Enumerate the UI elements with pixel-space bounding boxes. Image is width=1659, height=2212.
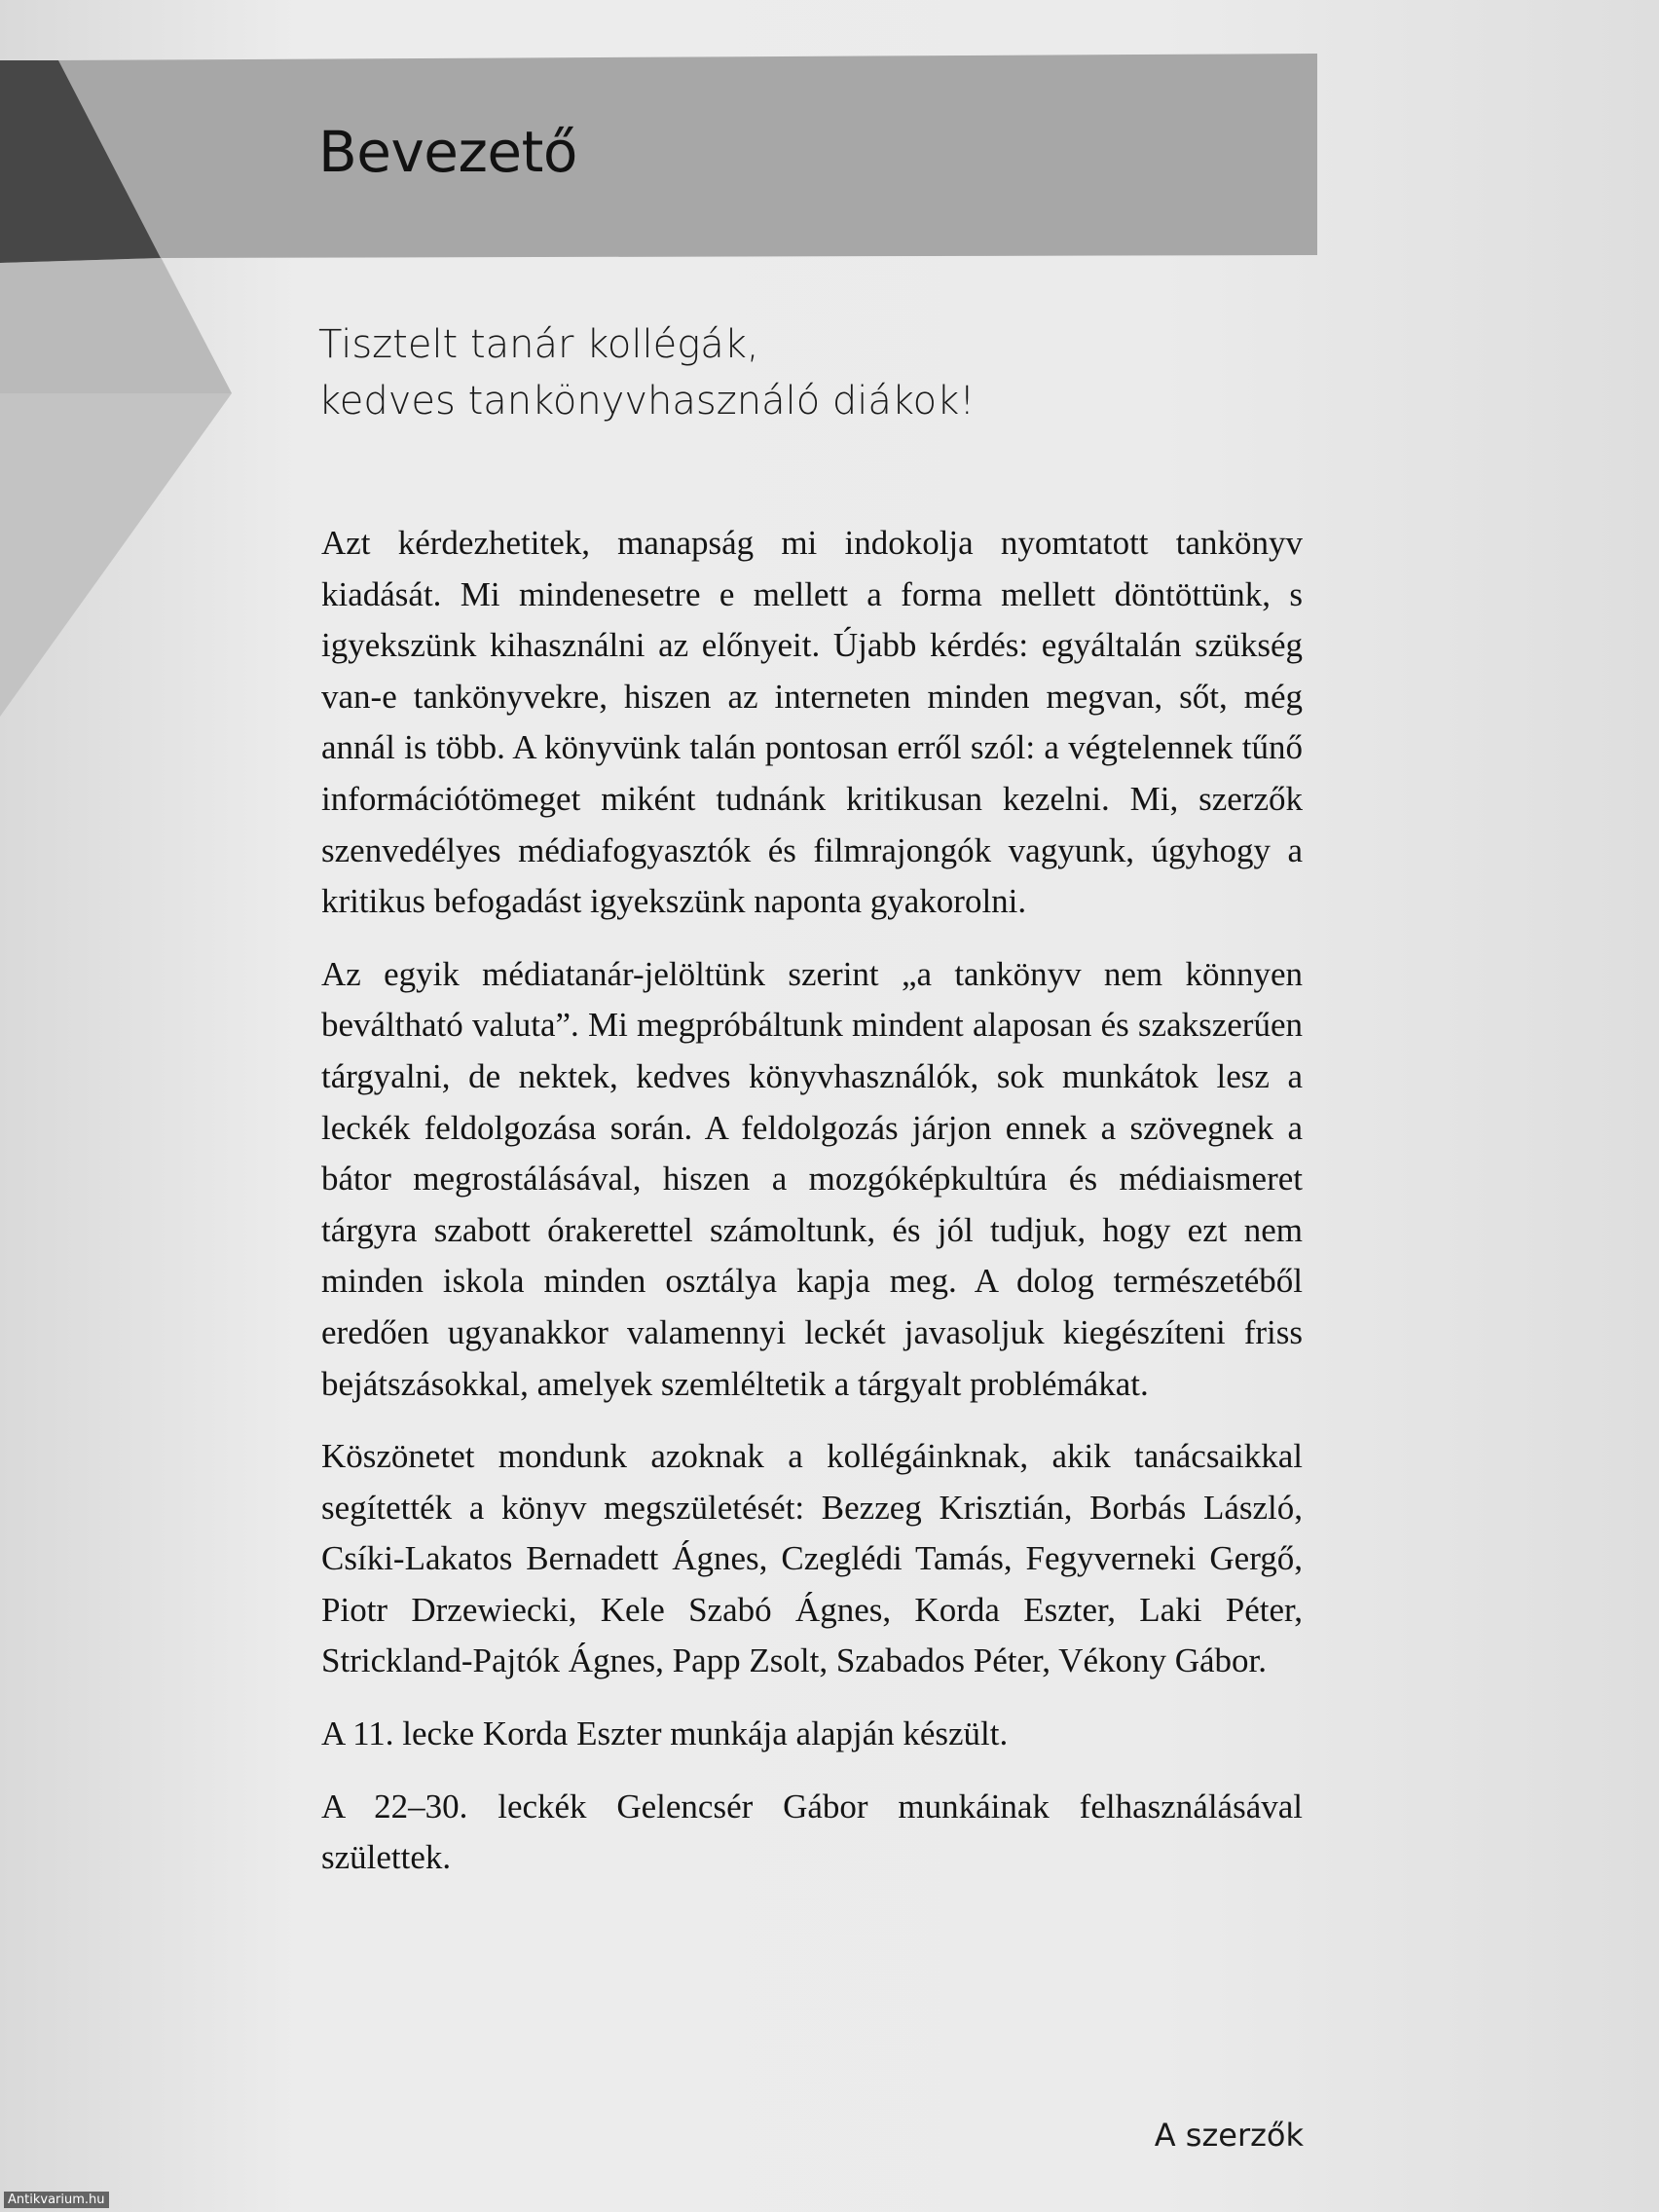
salutation-line: Tisztelt tanár kollégák, xyxy=(318,322,759,367)
header-band xyxy=(58,54,1317,258)
salutation xyxy=(318,316,975,429)
salutation-line: kedves tankönyvhasználó diákok! xyxy=(318,379,976,424)
signature: A szerzők xyxy=(1154,2117,1304,2154)
mid-triangle-shape xyxy=(0,258,232,393)
introduction-body xyxy=(321,518,1303,1905)
paragraph: Az egyik médiatanár-jelöltünk szerint „a tankönyv nem könnyen beváltható valuta”. Mi megpróbáltunk mindent alaposan és szakszerűen tárgyalni, de nektek, kedves könyvhasználók, sok munkátok lesz a leckék feldolgozása során. A feldolgozás járjon ennek a szövegnek a bátor megrostálásával, hiszen a mozgóképkultúra és médiaismeret tárgyra szabott órakerettel számoltunk, és jól tudjuk, hogy ezt nem minden iskola minden osztálya kapja meg. A dolog természetéből eredően ugyanakkor valamennyi leckét javasoljuk kiegészíteni friss bejátszásokkal, amelyek szemléltetik a tárgyalt problémákat. xyxy=(321,954,1303,1403)
page-title: Bevezető xyxy=(318,119,577,185)
paragraph: A 22–30. leckék Gelencsér Gábor munkáinak felhasználásával születtek. xyxy=(321,1787,1303,1877)
paragraph: Köszönetet mondunk azoknak a kollégáinknak, akik tanácsaikkal segítették a könyv megszületését: Bezzeg Krisztián, Borbás László, Csíki-Lakatos Bernadett Ágnes, Czeglédi Tamás, Fegyverneki Gergő, Piotr Drzewiecki, Kele Szabó Ágnes, Korda Eszter, Laki Péter, Strickland-Pajtók Ágnes, Papp Zsolt, Szabados Péter, Vékony Gábor. xyxy=(321,1437,1303,1680)
paragraph: Azt kérdezhetitek, manapság mi indokolja nyomtatott tankönyv kiadását. Mi mindenesetre e mellett a forma mellett döntöttünk, s igyekszünk kihasználni az előnyeit. Újabb kérdés: egyáltalán szükség van-e tankönyvekre, hiszen az interneten minden megvan, sőt, még annál is több. A könyvünk talán pontosan erről szól: a végtelennek tűnő információtömeget miként tudnánk kritikusan kezelni. Mi, szerzők szenvedélyes médiafogyasztók és filmrajongók vagyunk, úgyhogy a kritikus befogadást igyekszünk naponta gyakorolni. xyxy=(321,524,1303,921)
watermark: Antikvarium.hu xyxy=(4,2192,109,2208)
paragraph: A 11. lecke Korda Eszter munkája alapján készült. xyxy=(321,1714,1009,1753)
